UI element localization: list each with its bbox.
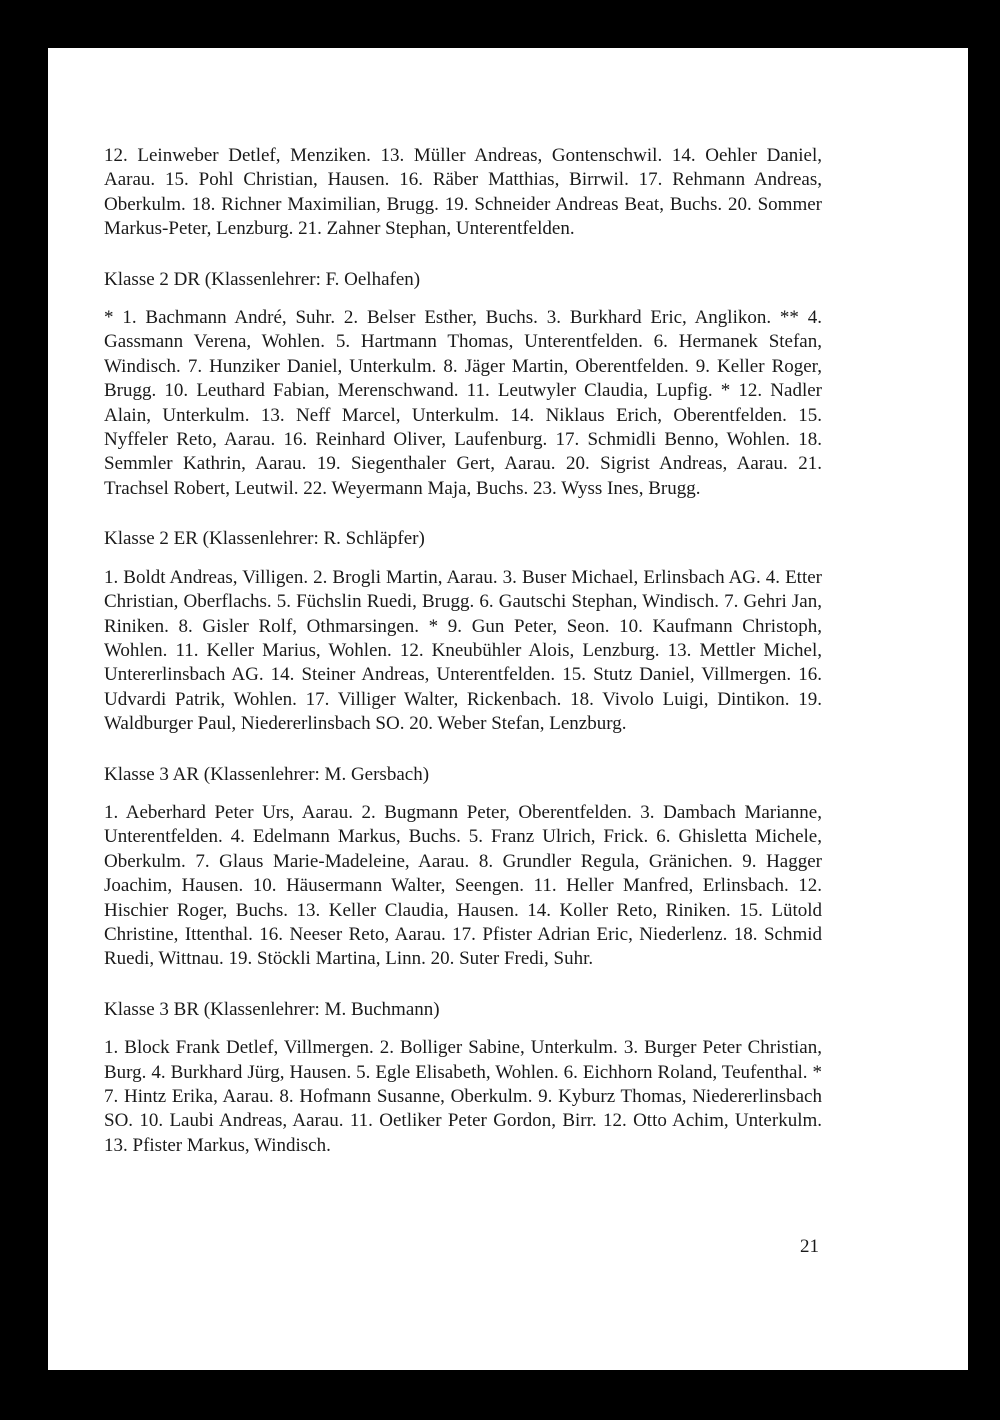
page-number: 21 — [800, 1236, 819, 1257]
class-heading-2dr: Klasse 2 DR (Klassenlehrer: F. Oelhafen) — [104, 268, 421, 290]
student-list-3ar: 1. Aeberhard Peter Urs, Aarau. 2. Bugmann Peter, Oberentfelden. 3. Dambach Marianne, Unterentfelden. 4. Edelmann Markus, Buchs. 5. Franz Ulrich, Frick. 6. Ghisletta Michele, Oberkulm. 7. Glaus Marie-Madeleine, Aarau. 8. Grundler Regula, Gränichen. 9. Hagger Joachim, Hausen. 10. Häusermann Walter, Seengen. 11. Heller Manfred, Erlinsbach. 12. Hischier Roger, Buchs. 13. Keller Claudia, Hausen. 14. Koller Reto, Riniken. 15. Lütold Christine, Ittenthal. 16. Neeser Reto, Aarau. 17. Pfister Adrian Eric, Niederlenz. 18. Schmid Ruedi, Wittnau. 19. Stöckli Martina, Linn. 20. Suter Fredi, Suhr. — [104, 801, 822, 970]
student-list-continued: 12. Leinweber Detlef, Menziken. 13. Müller Andreas, Gontenschwil. 14. Oehler Daniel, Aarau. 15. Pohl Christian, Hausen. 16. Räber Matthias, Birrwil. 17. Rehmann Andreas, Oberkulm. 18. Richner Maximilian, Brugg. 19. Schneider Andreas Beat, Buchs. 20. Sommer Markus-Peter, Lenzburg. 21. Zahner Stephan, Unterentfelden. — [104, 145, 822, 240]
class-heading-3ar: Klasse 3 AR (Klassenlehrer: M. Gersbach) — [104, 763, 430, 785]
class-heading-2er: Klasse 2 ER (Klassenlehrer: R. Schläpfer) — [104, 528, 425, 550]
class-heading-3br: Klasse 3 BR (Klassenlehrer: M. Buchmann) — [104, 998, 440, 1020]
student-list-2dr: * 1. Bachmann André, Suhr. 2. Belser Esther, Buchs. 3. Burkhard Eric, Anglikon. ** 4. Gassmann Verena, Wohlen. 5. Hartmann Thomas, Unterentfelden. 6. Hermanek Stefan, Windisch. 7. Hunziker Daniel, Unterkulm. 8. Jäger Martin, Oberentfelden. 9. Keller Roger, Brugg. 10. Leuthard Fabian, Merenschwand. 11. Leutwyler Claudia, Lupfig. * 12. Nadler Alain, Unterkulm. 13. Neff Marcel, Unterkulm. 14. Niklaus Erich, Oberentfelden. 15. Nyffeler Reto, Aarau. 16. Reinhard Oliver, Laufenburg. 17. Schmidli Benno, Wohlen. 18. Semmler Kathrin, Aarau. 19. Siegenthaler Gert, Aarau. 20. Sigrist Andreas, Aarau. 21. Trachsel Robert, Leutwil. 22. Weyermann Maja, Buchs. 23. Wyss Ines, Brugg. — [104, 307, 822, 499]
student-list-3br: 1. Block Frank Detlef, Villmergen. 2. Bolliger Sabine, Unterkulm. 3. Burger Peter Christian, Burg. 4. Burkhard Jürg, Hausen. 5. Egle Elisabeth, Wohlen. 6. Eichhorn Roland, Teufenthal. * 7. Hintz Erika, Aarau. 8. Hofmann Susanne, Oberkulm. 9. Kyburz Thomas, Niedererlinsbach SO. 10. Laubi Andreas, Aarau. 11. Oetliker Peter Gordon, Birr. 12. Otto Achim, Unterkulm. 13. Pfister Markus, Windisch. — [104, 1037, 822, 1156]
student-list-2er: 1. Boldt Andreas, Villigen. 2. Brogli Martin, Aarau. 3. Buser Michael, Erlinsbach AG. 4. Etter Christian, Oberflachs. 5. Füchslin Ruedi, Brugg. 6. Gautschi Stephan, Windisch. 7. Gehri Jan, Riniken. 8. Gisler Rolf, Othmarsingen. * 9. Gun Peter, Seon. 10. Kaufmann Christoph, Wohlen. 11. Keller Marius, Wohlen. 12. Kneubühler Alois, Lenzburg. 13. Mettler Michel, Untererlinsbach AG. 14. Steiner Andreas, Unterentfelden. 15. Stutz Daniel, Villmergen. 16. Udvardi Patrik, Wohlen. 17. Villiger Walter, Rickenbach. 18. Vivolo Luigi, Dintikon. 19. Waldburger Paul, Niedererlinsbach SO. 20. Weber Stefan, Lenzburg. — [104, 566, 822, 735]
page-content — [104, 144, 822, 1158]
document-page — [48, 48, 968, 1370]
